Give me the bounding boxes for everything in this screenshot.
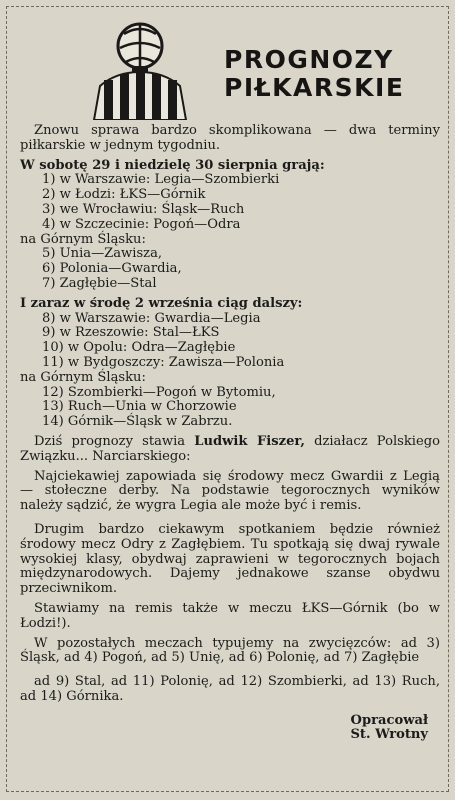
list-item: 12) Szombierki—Pogoń w Bytomiu, (42, 384, 276, 400)
forecaster-name: Ludwik Fiszer, (194, 433, 305, 449)
weekend-silesia-heading: na Górnym Śląsku: (20, 231, 146, 247)
forecast-paragraph-3: Stawiamy na remis także w meczu ŁKS—Górnik (bo w Łodzi!). (20, 600, 440, 631)
forecast-paragraph-1: Najciekawiej zapowiada się środowy mecz Gwardii z Legią — stołeczne derby. Na podstawie tegorocznych wyników należy sądzić, że wygra Legia ale może być i remis. (20, 468, 440, 514)
signature-author: St. Wrotny (350, 727, 428, 743)
list-item: 2) w Łodzi: ŁKS—Górnik (42, 187, 206, 203)
list-item: 8) w Warszawie: Gwardia—Legia (42, 310, 261, 326)
list-item: 6) Polonia—Gwardia, (42, 261, 182, 277)
list-item: 14) Górnik—Śląsk w Zabrzu. (42, 414, 233, 430)
forecast-paragraph-2: Drugim bardzo ciekawym spotkaniem będzie również środowy mecz Odry z Zagłębiem. Tu spotkają się dwaj rywale wysokiej klasy, obydwaj zaprawieni w tegorocznych bojach międzynarodowych. Dajemy jednakowe szanse obydwu przeciwnikom. (20, 521, 440, 597)
signature-label: Opracował (350, 712, 428, 728)
weekend-heading: W sobotę 29 i niedzielę 30 sierpnia grają: (20, 157, 325, 173)
forecaster-role: działacz Polskiego Związku... Narciarskiego: (20, 433, 440, 464)
weekend-silesia-list (20, 247, 440, 291)
list-item: 3) we Wrocławiu: Śląsk—Ruch (42, 201, 245, 217)
list-item: 1) w Warszawie: Legia—Szombierki (42, 172, 280, 188)
forecaster-intro: Dziś prognozy stawia (34, 433, 195, 449)
list-item: 11) w Bydgoszczy: Zawisza—Polonia (42, 354, 285, 370)
forecaster-paragraph (20, 435, 440, 465)
midweek-silesia-list (20, 386, 440, 430)
forecast-paragraph-4: W pozostałych meczach typujemy na zwycięzców: ad 3) Śląsk, ad 4) Pogoń, ad 5) Unię, ad 6) Polonię, ad 7) Zagłębie (20, 635, 440, 666)
article-body (20, 124, 440, 743)
title-line-1: PROGNOZY (224, 45, 394, 74)
footballer-mascot-icon (86, 16, 196, 120)
article-title (224, 46, 404, 102)
weekend-match-list (20, 173, 440, 232)
list-item: 13) Ruch—Unia w Chorzowie (42, 399, 237, 415)
forecast-paragraph-5: ad 9) Stal, ad 11) Polonię, ad 12) Szombierki, ad 13) Ruch, ad 14) Górnika. (20, 674, 440, 704)
midweek-silesia-heading: na Górnym Śląsku: (20, 369, 146, 385)
list-item: 9) w Rzeszowie: Stal—ŁKS (42, 325, 220, 341)
midweek-match-list (20, 312, 440, 371)
list-item: 5) Unia—Zawisza, (42, 246, 163, 262)
list-item: 10) w Opolu: Odra—Zagłębie (42, 340, 236, 356)
list-item: 4) w Szczecinie: Pogoń—Odra (42, 216, 241, 232)
list-item: 7) Zagłębie—Stal (42, 275, 157, 291)
article-header (8, 6, 447, 118)
intro-paragraph: Znowu sprawa bardzo skomplikowana — dwa terminy piłkarskie w jednym tygodniu. (20, 123, 440, 153)
midweek-heading: I zaraz w środę 2 września ciąg dalszy: (20, 295, 303, 311)
title-line-2: PIŁKARSKIE (224, 73, 405, 102)
